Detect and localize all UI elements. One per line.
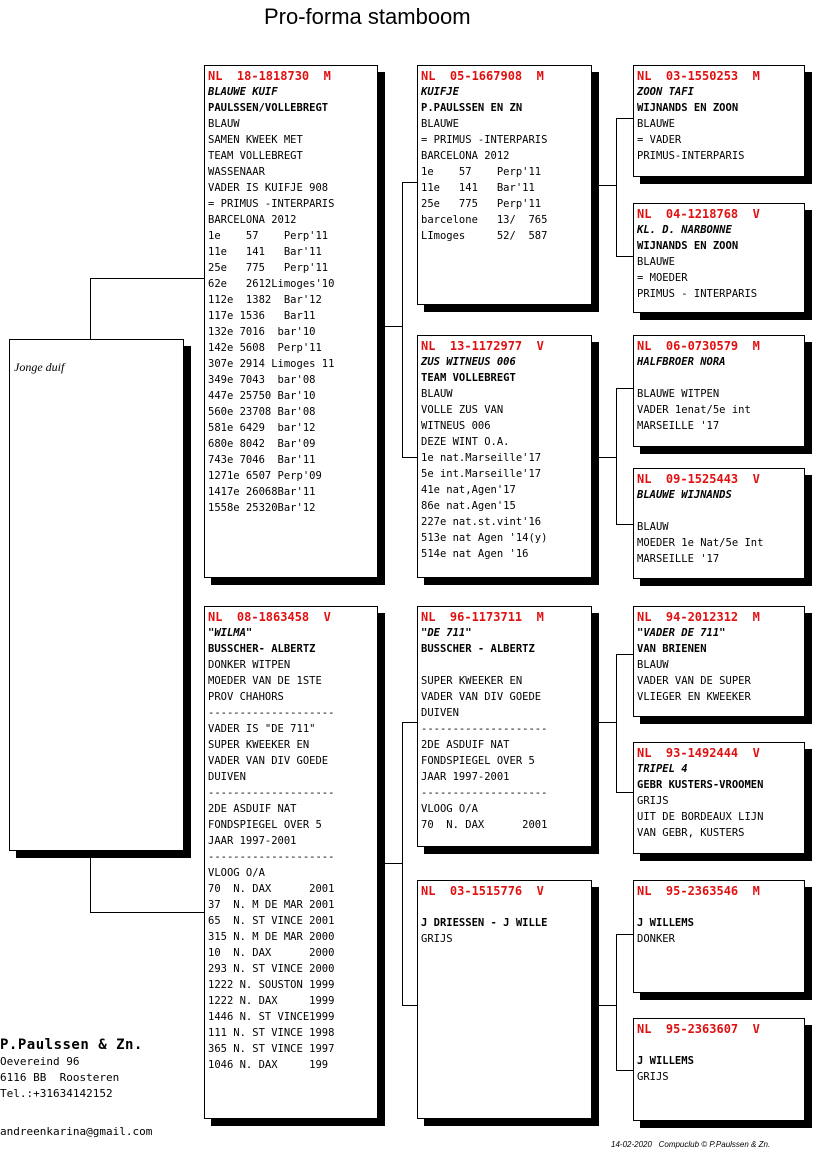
- pigeon-info-line: DONKER: [637, 933, 675, 945]
- pigeon-owner: J WILLEMS: [637, 1055, 694, 1067]
- pigeon-info-line: --------------------: [208, 787, 335, 799]
- pigeon-info-line: 132e 7016 bar'10: [208, 326, 316, 338]
- ring-sex: V: [536, 339, 544, 353]
- pigeon-info-line: 5e int.Marseille'17: [421, 468, 542, 480]
- connector-sire-bottom: [402, 457, 417, 458]
- pigeon-owner: J WILLEMS: [637, 917, 694, 929]
- pigeon-info-line: 41e nat,Agen'17: [421, 484, 516, 496]
- ring-number: 96-1173711: [449, 610, 523, 624]
- ring-country: NL: [637, 746, 652, 760]
- pedigree-box-gen3-5: [633, 742, 805, 854]
- pigeon-owner: VAN BRIENEN: [637, 643, 707, 655]
- pedigree-box-gen3-7: [633, 1018, 805, 1121]
- connector-dam-top: [402, 722, 417, 723]
- pigeon-info-line: BLAUW: [637, 521, 669, 533]
- pigeon-info-line: 117e 1536 Bar11: [208, 310, 316, 322]
- ring-header: [637, 471, 804, 487]
- ring-sex: V: [752, 1022, 760, 1036]
- ring-header: [637, 338, 804, 354]
- pigeon-info-line: 2DE ASDUIF NAT: [421, 739, 510, 751]
- pigeon-name: [637, 1037, 804, 1053]
- pigeon-name: HALFBROER NORA: [637, 356, 726, 368]
- pigeon-name: "DE 711": [421, 627, 472, 639]
- breeder-email[interactable]: andreenkarina@gmail.com: [0, 1125, 153, 1138]
- pigeon-info-line: PRIMUS - INTERPARIS: [637, 288, 758, 300]
- pigeon-name: [637, 899, 804, 915]
- connector-sire-bracket: [402, 182, 403, 457]
- pigeon-owner: BUSSCHER- ALBERTZ: [208, 643, 316, 655]
- ring-header: [208, 609, 377, 625]
- page-title: Pro-forma stamboom: [264, 4, 471, 29]
- pigeon-info-line: 349e 7043 bar'08: [208, 374, 316, 386]
- root-pigeon-box: [9, 339, 184, 851]
- ring-sex: V: [323, 610, 331, 624]
- root-label: Jonge duif: [14, 360, 65, 374]
- pedigree-box-gen2-0: [417, 65, 592, 305]
- ring-sex: M: [752, 610, 760, 624]
- connector-g2d-top: [616, 934, 633, 935]
- pigeon-info-line: [421, 657, 591, 673]
- connector-g2d-bottom: [616, 1070, 633, 1071]
- pigeon-info-line: VADER IS "DE 711": [208, 723, 316, 735]
- ring-header: [637, 206, 804, 222]
- ring-sex: M: [752, 69, 760, 83]
- pigeon-info-line: 70 N. DAX 2001: [208, 883, 335, 895]
- pigeon-info-line: 1558e 25320Bar'12: [208, 502, 316, 514]
- pigeon-info-line: MOEDER 1e Nat/5e Int: [637, 537, 764, 549]
- pigeon-info-line: FONDSPIEGEL OVER 5: [208, 819, 322, 831]
- breeder-postal: 6116 BB Roosteren: [0, 1071, 120, 1084]
- pigeon-info-line: 1271e 6507 Perp'09: [208, 470, 322, 482]
- ring-country: NL: [637, 69, 652, 83]
- pigeon-owner: WIJNANDS EN ZOON: [637, 102, 739, 114]
- pigeon-info-line: 111 N. ST VINCE 1998: [208, 1027, 335, 1039]
- pigeon-info-line: 1222 N. SOUSTON 1999: [208, 979, 335, 991]
- ring-header: [637, 883, 804, 899]
- ring-sex: M: [323, 69, 331, 83]
- pigeon-info-line: DONKER WITPEN: [208, 659, 291, 671]
- pigeon-info-line: --------------------: [208, 851, 335, 863]
- pigeon-info-line: TEAM VOLLEBREGT: [208, 150, 303, 162]
- ring-number: 94-2012312: [665, 610, 739, 624]
- pigeon-owner: P.PAULSSEN EN ZN: [421, 102, 523, 114]
- pigeon-info-line: BLAUWE: [637, 256, 675, 268]
- pedigree-box-gen2-3: [417, 880, 592, 1119]
- ring-number: 93-1492444: [665, 746, 739, 760]
- pigeon-info-line: 680e 8042 Bar'09: [208, 438, 316, 450]
- ring-country: NL: [421, 884, 436, 898]
- pigeon-name: KL. D. NARBONNE: [637, 224, 732, 236]
- pigeon-info-line: VAN GEBR, KUSTERS: [637, 827, 745, 839]
- connector-sire-top: [402, 182, 417, 183]
- pigeon-info-line: 293 N. ST VINCE 2000: [208, 963, 335, 975]
- connector-g2d-stem: [592, 1005, 616, 1006]
- ring-header: [637, 68, 804, 84]
- pigeon-info-line: = VADER: [637, 134, 682, 146]
- ring-header: [421, 609, 591, 625]
- pigeon-name: BLAUWE WIJNANDS: [637, 489, 732, 501]
- pigeon-info-line: BLAUW: [208, 118, 240, 130]
- ring-sex: V: [752, 746, 760, 760]
- ring-number: 13-1172977: [449, 339, 523, 353]
- pigeon-info-line: 1e nat.Marseille'17: [421, 452, 542, 464]
- connector-dam-bracket: [402, 722, 403, 1005]
- ring-sex: V: [752, 472, 760, 486]
- pigeon-info-line: 1222 N. DAX 1999: [208, 995, 335, 1007]
- pigeon-info-line: PROV CHAHORS: [208, 691, 284, 703]
- pigeon-info-line: PRIMUS-INTERPARIS: [637, 150, 745, 162]
- pigeon-name: "VADER DE 711": [637, 627, 726, 639]
- pigeon-info-line: 25e 775 Perp'11: [208, 262, 329, 274]
- pigeon-info-line: BLAUW: [637, 659, 669, 671]
- pigeon-owner: GEBR KUSTERS-VROOMEN: [637, 779, 764, 791]
- connector-g2b-bracket: [616, 388, 617, 524]
- pigeon-info-line: VLIEGER EN KWEEKER: [637, 691, 751, 703]
- connector-root-up: [90, 278, 91, 340]
- pigeon-info-line: JAAR 1997-2001: [421, 771, 510, 783]
- pigeon-owner: [637, 370, 804, 386]
- connector-root-down: [90, 858, 91, 913]
- pedigree-box-gen3-0: [633, 65, 805, 177]
- connector-dam-bottom: [402, 1005, 417, 1006]
- pigeon-info-line: VADER VAN DE SUPER: [637, 675, 751, 687]
- pigeon-info-line: 315 N. M DE MAR 2000: [208, 931, 335, 943]
- connector-g2b-bottom: [616, 524, 633, 525]
- pigeon-name: [421, 899, 591, 915]
- pigeon-info-line: LImoges 52/ 587: [421, 230, 548, 242]
- ring-header: [421, 338, 591, 354]
- pigeon-info-line: 62e 2612Limoges'10: [208, 278, 335, 290]
- pigeon-info-line: DUIVEN: [421, 707, 459, 719]
- pigeon-info-line: 581e 6429 bar'12: [208, 422, 316, 434]
- ring-sex: M: [536, 610, 544, 624]
- pigeon-name: "WILMA": [208, 627, 253, 639]
- pigeon-info-line: BARCELONA 2012: [421, 150, 510, 162]
- connector-g2b-top: [616, 388, 633, 389]
- pigeon-name: BLAUWE KUIF: [208, 86, 278, 98]
- connector-dam-stem: [378, 863, 402, 864]
- pigeon-info-line: 37 N. M DE MAR 2001: [208, 899, 335, 911]
- ring-country: NL: [637, 207, 652, 221]
- pigeon-info-line: = MOEDER: [637, 272, 688, 284]
- ring-country: NL: [421, 69, 436, 83]
- ring-number: 05-1667908: [449, 69, 523, 83]
- ring-number: 03-1550253: [665, 69, 739, 83]
- pedigree-box-gen2-1: [417, 335, 592, 578]
- ring-sex: M: [536, 69, 544, 83]
- connector-g2a-top: [616, 118, 633, 119]
- pigeon-owner: [637, 503, 804, 519]
- connector-root-sire: [90, 278, 204, 279]
- ring-country: NL: [208, 69, 223, 83]
- pigeon-info-line: VADER VAN DIV GOEDE: [208, 755, 329, 767]
- pigeon-info-line: 514e nat Agen '16: [421, 548, 529, 560]
- pigeon-info-line: MARSEILLE '17: [637, 553, 720, 565]
- pigeon-info-line: = PRIMUS -INTERPARIS: [208, 198, 335, 210]
- pigeon-owner: WIJNANDS EN ZOON: [637, 240, 739, 252]
- pigeon-info-line: VADER IS KUIFJE 908: [208, 182, 329, 194]
- pigeon-info-line: UIT DE BORDEAUX LIJN: [637, 811, 764, 823]
- pigeon-info-line: VLOOG O/A: [208, 867, 265, 879]
- pigeon-info-line: 447e 25750 Bar'10: [208, 390, 316, 402]
- pigeon-info-line: --------------------: [208, 707, 335, 719]
- pigeon-info-line: 25e 775 Perp'11: [421, 198, 542, 210]
- ring-header: [421, 68, 591, 84]
- pigeon-info-line: VADER 1enat/5e int: [637, 404, 751, 416]
- pigeon-info-line: MOEDER VAN DE 1STE: [208, 675, 322, 687]
- pigeon-info-line: BLAUWE: [421, 118, 459, 130]
- pedigree-box-gen3-6: [633, 880, 805, 993]
- pigeon-info-line: VADER VAN DIV GOEDE: [421, 691, 542, 703]
- pigeon-owner: J DRIESSEN - J WILLE: [421, 917, 548, 929]
- pigeon-info-line: WASSENAAR: [208, 166, 265, 178]
- pedigree-box-gen1-1: [204, 606, 378, 1119]
- pigeon-info-line: 1e 57 Perp'11: [208, 230, 329, 242]
- pigeon-info-line: 743e 7046 Bar'11: [208, 454, 316, 466]
- ring-country: NL: [421, 610, 436, 624]
- connector-g2b-stem: [592, 457, 616, 458]
- footer-note: 14-02-2020 Compuclub © P.Paulssen & Zn.: [611, 1140, 771, 1149]
- connector-g2c-bracket: [616, 654, 617, 792]
- connector-sire-stem: [378, 326, 402, 327]
- pigeon-owner: BUSSCHER - ALBERTZ: [421, 643, 535, 655]
- pigeon-info-line: 11e 141 Bar'11: [208, 246, 322, 258]
- pigeon-name: ZOON TAFI: [637, 86, 694, 98]
- pigeon-info-line: SAMEN KWEEK MET: [208, 134, 303, 146]
- connector-g2a-bracket: [616, 118, 617, 256]
- pigeon-info-line: 227e nat.st.vint'16: [421, 516, 542, 528]
- connector-g2c-bottom: [616, 792, 633, 793]
- pigeon-info-line: GRIJS: [637, 795, 669, 807]
- ring-country: NL: [208, 610, 223, 624]
- pigeon-info-line: --------------------: [421, 787, 548, 799]
- connector-g2c-top: [616, 654, 633, 655]
- ring-number: 95-2363607: [665, 1022, 739, 1036]
- ring-header: [421, 883, 591, 899]
- ring-header: [637, 745, 804, 761]
- pigeon-info-line: 365 N. ST VINCE 1997: [208, 1043, 335, 1055]
- pigeon-info-line: 70 N. DAX 2001: [421, 819, 548, 831]
- pigeon-info-line: 1417e 26068Bar'11: [208, 486, 316, 498]
- pigeon-info-line: 142e 5608 Perp'11: [208, 342, 322, 354]
- ring-header: [208, 68, 377, 84]
- pedigree-box-gen3-1: [633, 203, 805, 313]
- pigeon-info-line: GRIJS: [637, 1071, 669, 1083]
- connector-g2a-stem: [592, 185, 616, 186]
- pedigree-box-gen3-3: [633, 468, 805, 579]
- ring-number: 03-1515776: [449, 884, 523, 898]
- pigeon-info-line: BLAUWE: [637, 118, 675, 130]
- pigeon-info-line: --------------------: [421, 723, 548, 735]
- pigeon-info-line: 2DE ASDUIF NAT: [208, 803, 297, 815]
- ring-header: [637, 1021, 804, 1037]
- pigeon-info-line: 112e 1382 Bar'12: [208, 294, 322, 306]
- pedigree-box-gen3-2: [633, 335, 805, 447]
- pigeon-info-line: 307e 2914 Limoges 11: [208, 358, 335, 370]
- pigeon-info-line: 1446 N. ST VINCE1999: [208, 1011, 335, 1023]
- pigeon-info-line: 86e nat.Agen'15: [421, 500, 516, 512]
- ring-number: 95-2363546: [665, 884, 739, 898]
- pigeon-info-line: WITNEUS 006: [421, 420, 491, 432]
- pigeon-info-line: JAAR 1997-2001: [208, 835, 297, 847]
- pigeon-info-line: FONDSPIEGEL OVER 5: [421, 755, 535, 767]
- pigeon-info-line: SUPER KWEEKER EN: [208, 739, 310, 751]
- pigeon-info-line: DUIVEN: [208, 771, 246, 783]
- pigeon-name: ZUS WITNEUS 006: [421, 356, 516, 368]
- pigeon-owner: TEAM VOLLEBREGT: [421, 372, 516, 384]
- breeder-phone: Tel.:+31634142152: [0, 1087, 113, 1100]
- pedigree-box-gen3-4: [633, 606, 805, 717]
- pigeon-info-line: BLAUW: [421, 388, 453, 400]
- pigeon-info-line: 1046 N. DAX 199: [208, 1059, 329, 1071]
- ring-country: NL: [421, 339, 436, 353]
- breeder-block: [0, 1036, 143, 1102]
- ring-country: NL: [637, 610, 652, 624]
- pigeon-info-line: MARSEILLE '17: [637, 420, 720, 432]
- breeder-name: P.Paulssen & Zn.: [0, 1037, 143, 1053]
- pigeon-info-line: SUPER KWEEKER EN: [421, 675, 523, 687]
- connector-g2c-stem: [592, 722, 616, 723]
- pigeon-name: TRIPEL 4: [637, 763, 688, 775]
- pigeon-owner: PAULSSEN/VOLLEBREGT: [208, 102, 329, 114]
- pigeon-name: KUIFJE: [421, 86, 459, 98]
- ring-header: [637, 609, 804, 625]
- ring-sex: M: [752, 339, 760, 353]
- ring-sex: V: [752, 207, 760, 221]
- ring-country: NL: [637, 339, 652, 353]
- pigeon-info-line: 10 N. DAX 2000: [208, 947, 335, 959]
- pigeon-info-line: BARCELONA 2012: [208, 214, 297, 226]
- ring-country: NL: [637, 1022, 652, 1036]
- pigeon-info-line: barcelone 13/ 765: [421, 214, 548, 226]
- pigeon-info-line: 65 N. ST VINCE 2001: [208, 915, 335, 927]
- ring-country: NL: [637, 884, 652, 898]
- pedigree-box-gen2-2: [417, 606, 592, 847]
- ring-number: 04-1218768: [665, 207, 739, 221]
- pigeon-info-line: GRIJS: [421, 933, 453, 945]
- ring-number: 08-1863458: [236, 610, 310, 624]
- pigeon-info-line: = PRIMUS -INTERPARIS: [421, 134, 548, 146]
- pigeon-info-line: 513e nat Agen '14(y): [421, 532, 548, 544]
- pigeon-info-line: VOLLE ZUS VAN: [421, 404, 504, 416]
- ring-sex: V: [536, 884, 544, 898]
- ring-number: 06-0730579: [665, 339, 739, 353]
- pedigree-box-gen1-0: [204, 65, 378, 578]
- connector-g2d-bracket: [616, 934, 617, 1070]
- ring-country: NL: [637, 472, 652, 486]
- pigeon-info-line: 11e 141 Bar'11: [421, 182, 535, 194]
- pigeon-info-line: 1e 57 Perp'11: [421, 166, 542, 178]
- pigeon-info-line: VLOOG O/A: [421, 803, 478, 815]
- ring-sex: M: [752, 884, 760, 898]
- ring-number: 09-1525443: [665, 472, 739, 486]
- pigeon-info-line: DEZE WINT O.A.: [421, 436, 510, 448]
- pigeon-info-line: 560e 23708 Bar'08: [208, 406, 316, 418]
- connector-g2a-bottom: [616, 256, 633, 257]
- connector-root-dam: [90, 912, 204, 913]
- ring-number: 18-1818730: [236, 69, 310, 83]
- breeder-address: Oevereind 96: [0, 1055, 80, 1068]
- pigeon-info-line: BLAUWE WITPEN: [637, 388, 720, 400]
